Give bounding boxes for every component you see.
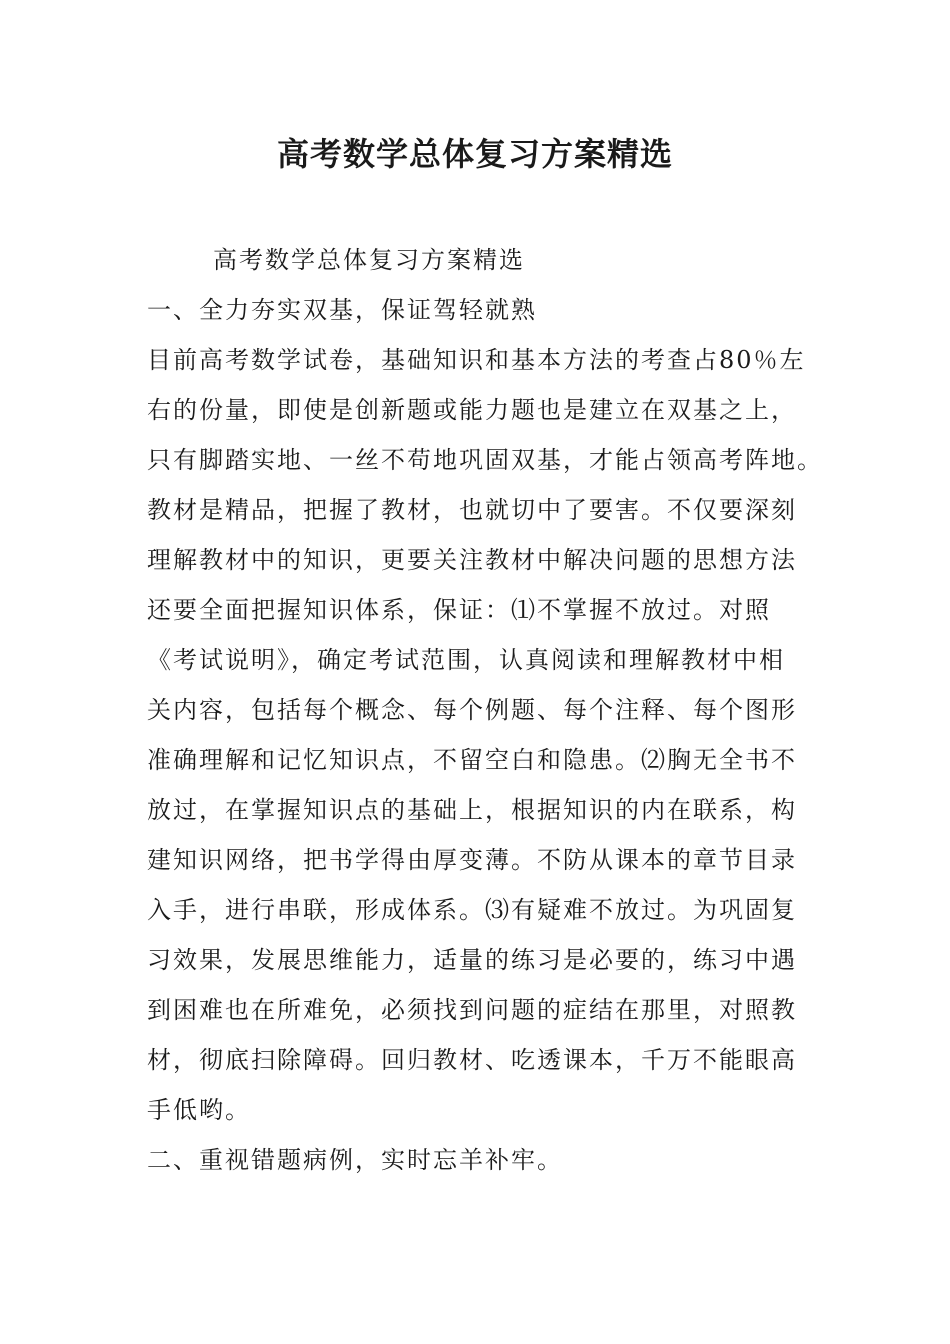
paragraph-line: 手低哟。 <box>147 1096 251 1124</box>
paragraph-line: 只有脚踏实地、一丝不苟地巩固双基，才能占领高考阵地。 <box>147 446 823 474</box>
paragraph-line: 关内容，包括每个概念、每个例题、每个注释、每个图形 <box>147 696 797 724</box>
paragraph-line: 理解教材中的知识，更要关注教材中解决问题的思想方法 <box>147 546 797 574</box>
document-body <box>147 235 823 1185</box>
document-title: 高考数学总体复习方案精选 <box>276 135 673 173</box>
paragraph-line: 《考试说明》，确定考试范围，认真阅读和理解教材中相 <box>147 646 785 674</box>
paragraph-line: 习效果，发展思维能力，适量的练习是必要的，练习中遇 <box>147 946 797 974</box>
paragraph-line: 建知识网络，把书学得由厚变薄。不防从课本的章节目录 <box>147 846 797 874</box>
paragraph-line: 入手，进行串联，形成体系。⑶有疑难不放过。为巩固复 <box>147 896 797 924</box>
paragraph-line: 放过，在掌握知识点的基础上，根据知识的内在联系，构 <box>147 796 797 824</box>
section-heading-2: 二、重视错题病例，实时忘羊补牢。 <box>147 1146 563 1174</box>
section-heading-1: 一、全力夯实双基，保证驾轻就熟 <box>147 296 537 324</box>
paragraph-line: 准确理解和记忆知识点，不留空白和隐患。⑵胸无全书不 <box>147 746 797 774</box>
paragraph-line: 材，彻底扫除障碍。回归教材、吃透课本，千万不能眼高 <box>147 1046 797 1074</box>
paragraph-line: 教材是精品，把握了教材，也就切中了要害。不仅要深刻 <box>147 496 797 524</box>
paragraph-line: 目前高考数学试卷，基础知识和基本方法的考查占80％左 <box>147 346 806 374</box>
document-subtitle: 高考数学总体复习方案精选 <box>213 246 525 274</box>
paragraph-line: 到困难也在所难免，必须找到问题的症结在那里，对照教 <box>147 996 797 1024</box>
paragraph-line: 还要全面把握知识体系，保证：⑴不掌握不放过。对照 <box>147 596 771 624</box>
paragraph-line: 右的份量，即使是创新题或能力题也是建立在双基之上， <box>147 396 797 424</box>
paragraph-1 <box>147 335 823 1135</box>
